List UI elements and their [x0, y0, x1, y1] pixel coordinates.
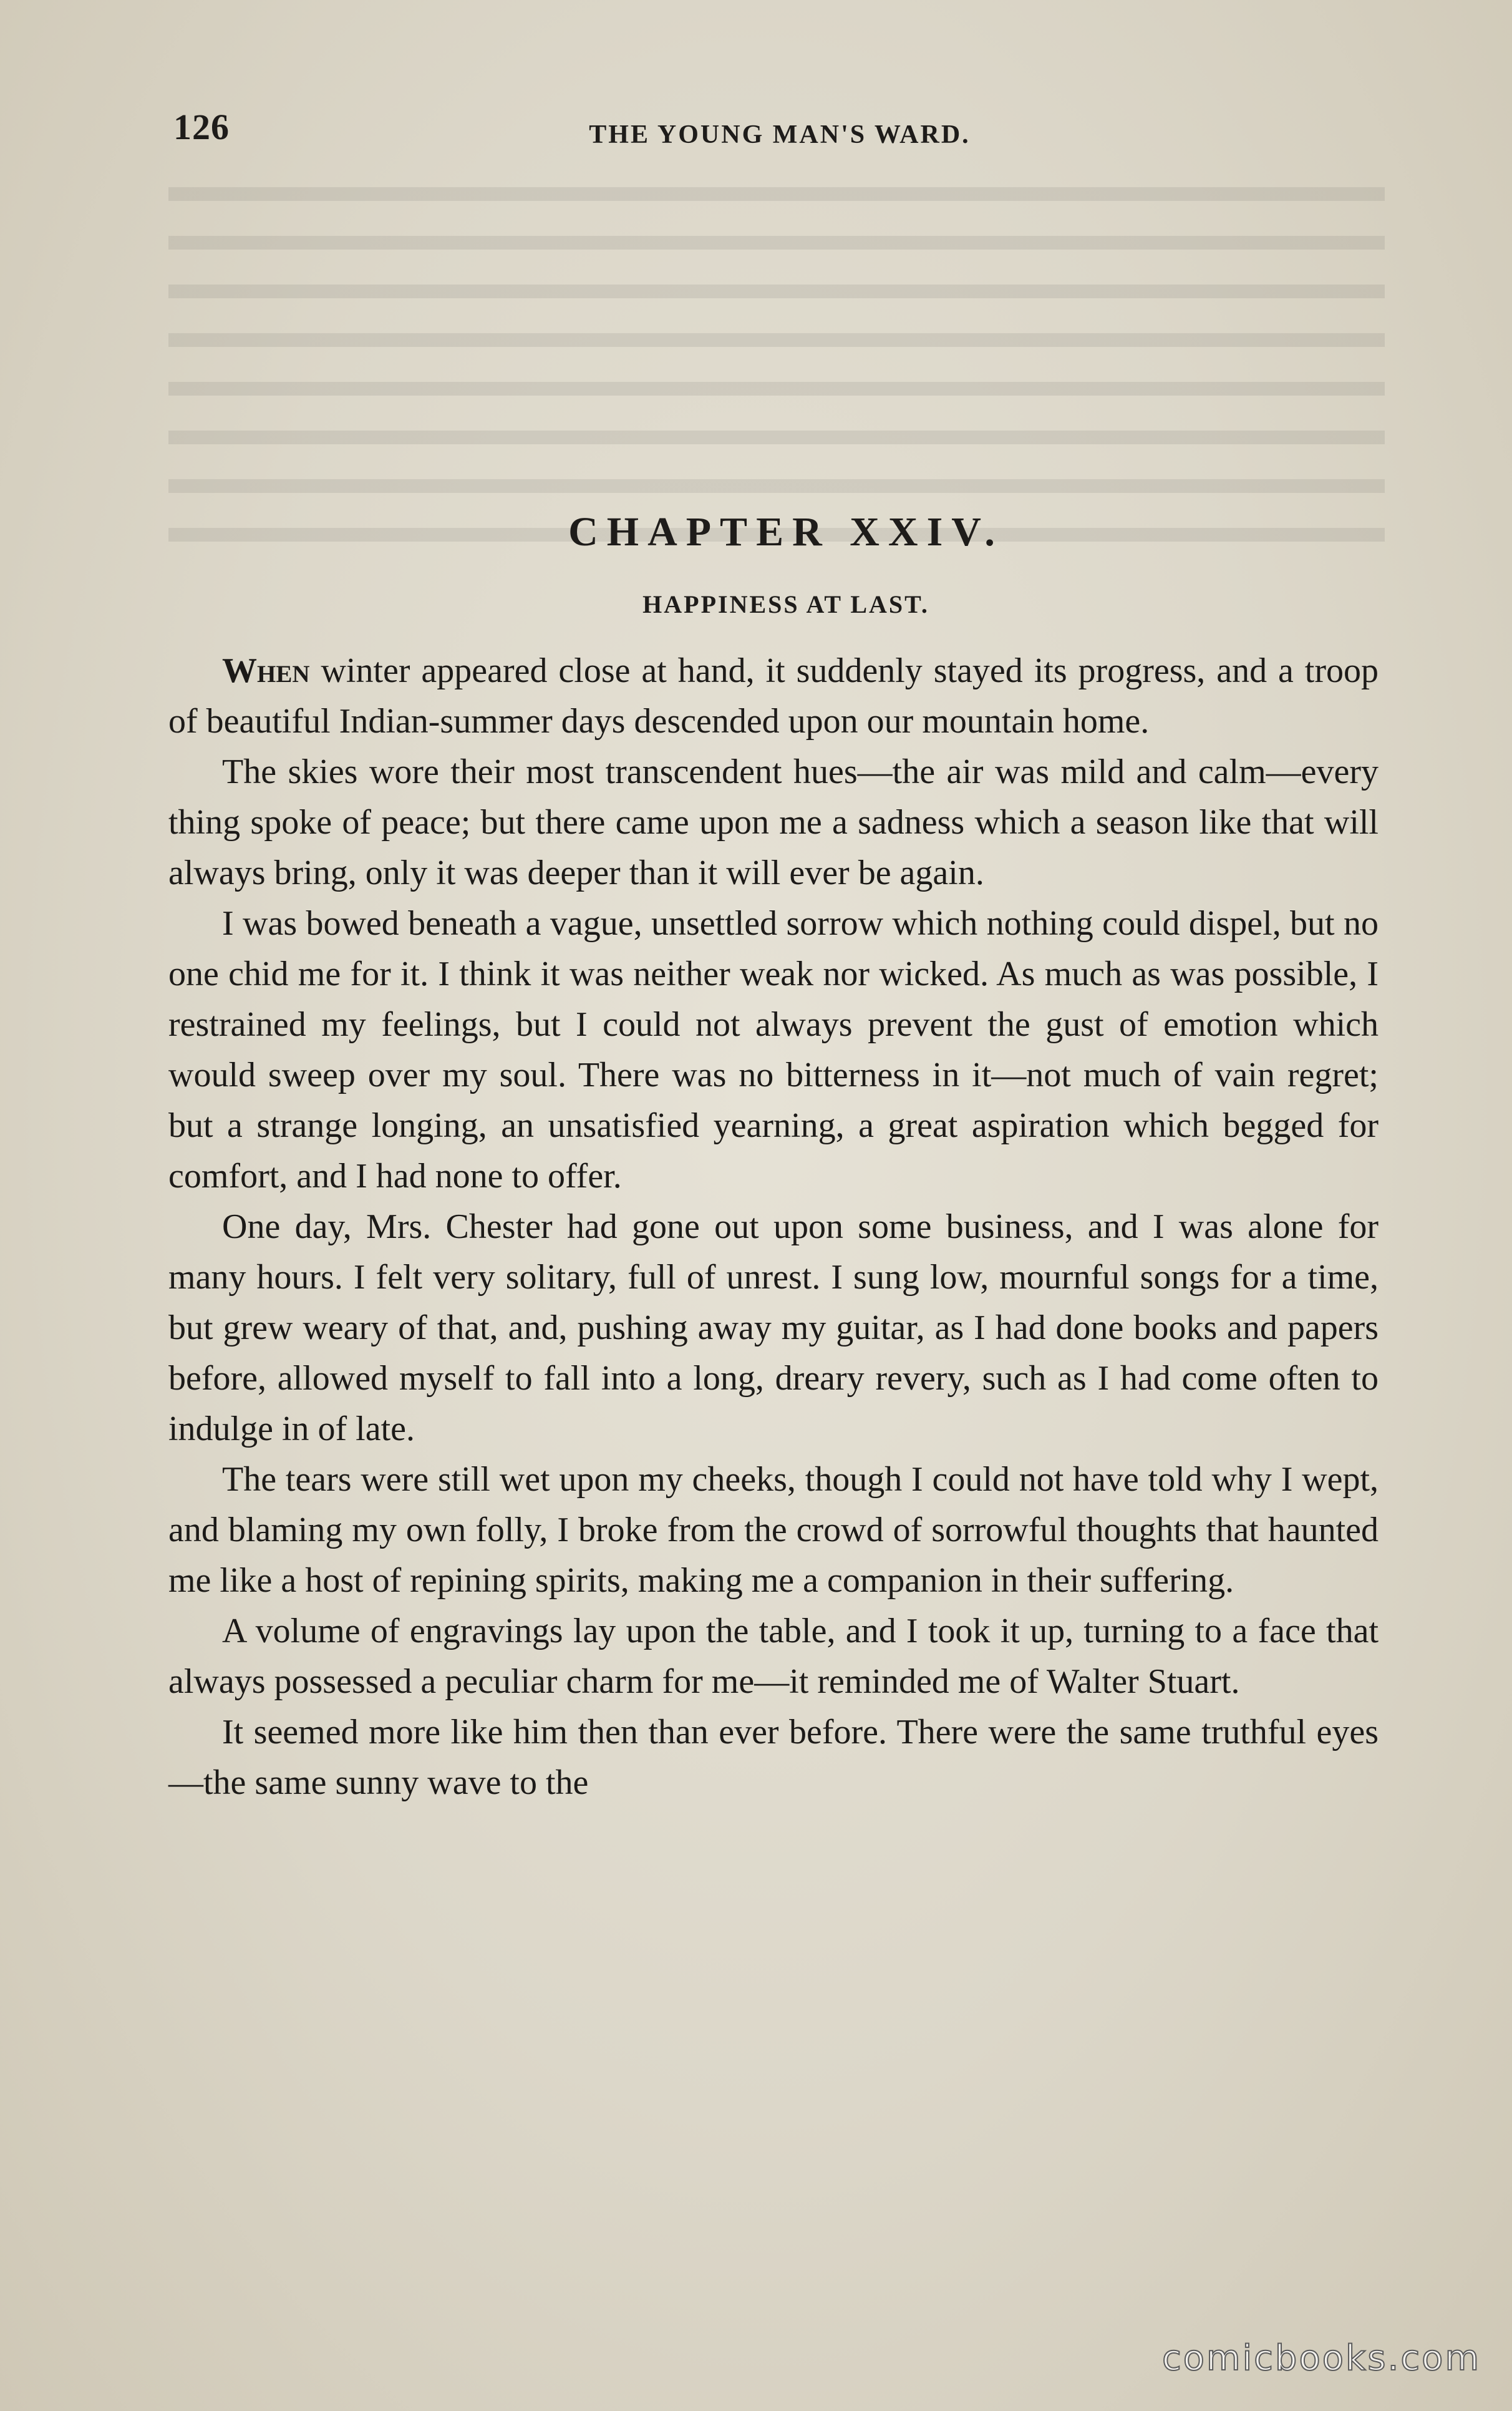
chapter-body [168, 646, 1379, 1808]
paragraph: I was bowed beneath a vague, unsettled sorrow which nothing could dispel, but no one chid me for it. I think it was neither weak nor wicked. As much as was possible, I restrained my feelings, but I could not always prevent the gust of emotion which would sweep over my soul. There was no bitterness in it—not much of vain regret; but a strange longing, an unsatisfied yearning, a great aspiration which begged for comfort, and I had none to offer. [168, 904, 1379, 1196]
watermark: comicbooks.com [1161, 2338, 1481, 2379]
paragraph-text: winter appeared close at hand, it suddenly stayed its progress, and a troop of beautiful Indian-summer days descended upon our mountain home. [168, 651, 1379, 741]
paragraph: The tears were still wet upon my cheeks, though I could not have told why I wept, and blaming my own folly, I broke from the crowd of sorrowful thoughts that haunted me like a host of repining spirits, making me a companion in their suffering. [168, 1460, 1379, 1600]
show-through-text [168, 187, 1385, 562]
paragraph: The skies wore their most transcendent hues—the air was mild and calm—every thing spoke of peace; but there came upon me a sadness which a season like that will always bring, only it was deeper than it will ever be again. [168, 753, 1379, 892]
paragraph: One day, Mrs. Chester had gone out upon some business, and I was alone for many hours. I felt very solitary, full of unrest. I sung low, mournful songs for a time, but grew weary of that, and, pushing away my guitar, as I had done books and papers before, allowed myself to fall into a long, dreary revery, such as I had come often to indulge in of late. [168, 1207, 1379, 1448]
chapter-title: CHAPTER XXIV. [568, 509, 1004, 555]
running-title: THE YOUNG MAN'S WARD. [589, 120, 971, 149]
running-head [168, 106, 1379, 156]
paragraph [168, 646, 1379, 747]
page-number: 126 [173, 107, 230, 147]
paragraph: A volume of engravings lay upon the table, and I took it up, turning to a face that always possessed a peculiar charm for me—it reminded me of Walter Stuart. [168, 1612, 1379, 1701]
paragraph: It seemed more like him then than ever before. There were the same truthful eyes—the same sunny wave to the [168, 1713, 1379, 1802]
paragraph-lead-word: When [222, 651, 310, 690]
chapter-subtitle: HAPPINESS AT LAST. [642, 590, 929, 618]
